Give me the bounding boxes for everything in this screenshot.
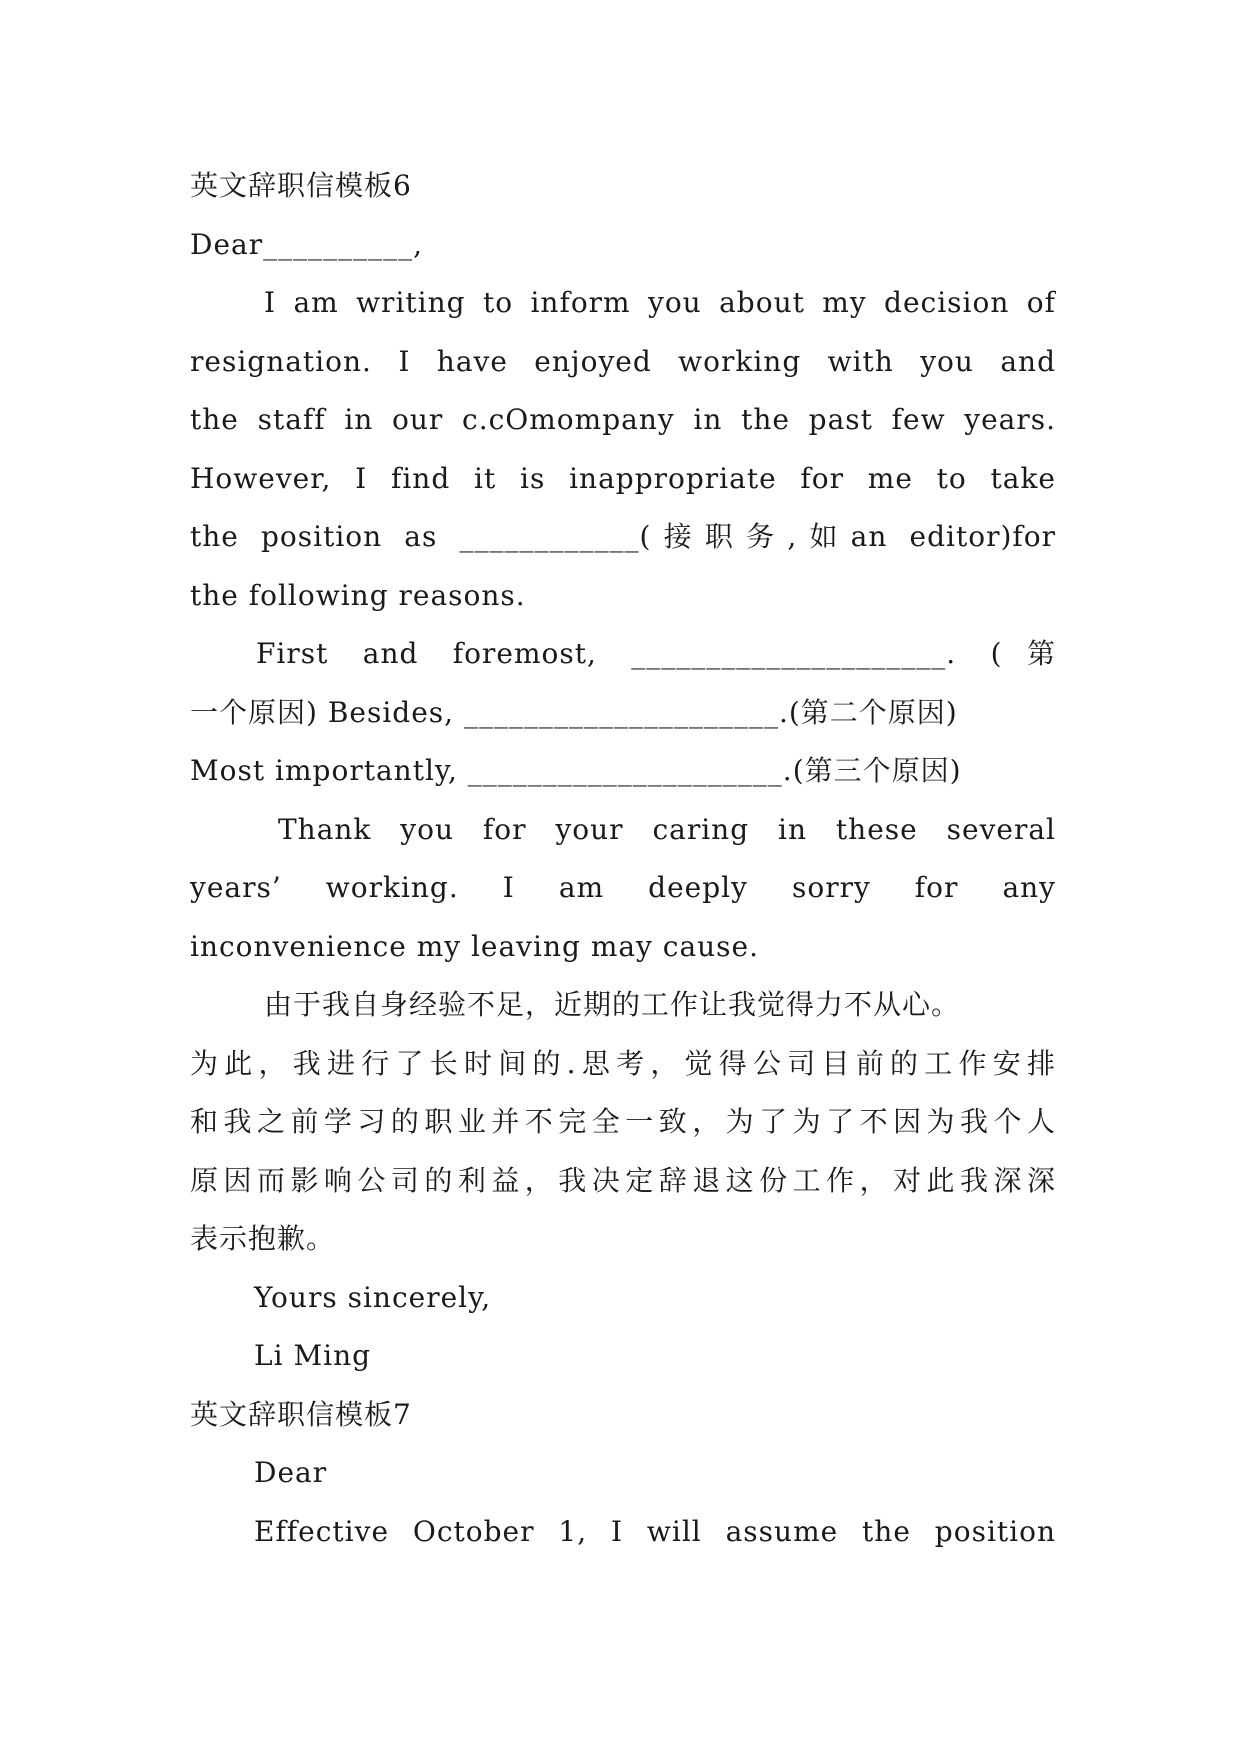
paragraph-line: Most importantly, _____________________.(第三个原因) [190, 754, 962, 787]
salutation: Dear [254, 1456, 328, 1489]
paragraph-line: 由于我自身经验不足，近期的工作让我觉得力不从心。 [264, 988, 961, 1021]
paragraph-line: I am writing to inform you about my decision of [264, 286, 1056, 319]
paragraph-line: 表示抱歉。 [190, 1222, 336, 1255]
paragraph-line: 一个原因) Besides, _____________________.(第二个原因) [190, 695, 958, 729]
paragraph-line: the position as ____________(接职务,如an editor)for [190, 520, 1056, 553]
closing: Yours sincerely, [254, 1280, 492, 1314]
section-heading-7: 英文辞职信模板7 [190, 1397, 412, 1431]
signature: Li Ming [254, 1339, 372, 1372]
paragraph-line: 原因而影响公司的利益，我决定辞退这份工作，对此我深深 [190, 1163, 1056, 1197]
paragraph-line: resignation. I have enjoyed working with you and [190, 344, 1056, 378]
paragraph-line: inconvenience my leaving may cause. [190, 929, 760, 963]
paragraph-line: 和我之前学习的职业并不完全一致，为了为了不因为我个人 [190, 1105, 1056, 1138]
document-page [190, 157, 1056, 1561]
paragraph-line: First and foremost, _____________________. (第 [256, 637, 1056, 670]
paragraph-line: Thank you for your caring in these several [278, 812, 1056, 846]
paragraph-line: the following reasons. [190, 578, 526, 612]
paragraph-line: the staff in our c.cOmompany in the past few years. [190, 403, 1056, 436]
paragraph-line: 为此，我进行了长时间的.思考，觉得公司目前的工作安排 [190, 1046, 1056, 1080]
salutation: Dear__________, [190, 227, 423, 261]
section-heading-6: 英文辞职信模板6 [190, 169, 412, 202]
paragraph-line: However, I find it is inappropriate for me to take [190, 461, 1056, 495]
paragraph-line: years’ working. I am deeply sorry for any [190, 871, 1056, 904]
paragraph-line: Effective October 1, I will assume the position [254, 1514, 1056, 1548]
